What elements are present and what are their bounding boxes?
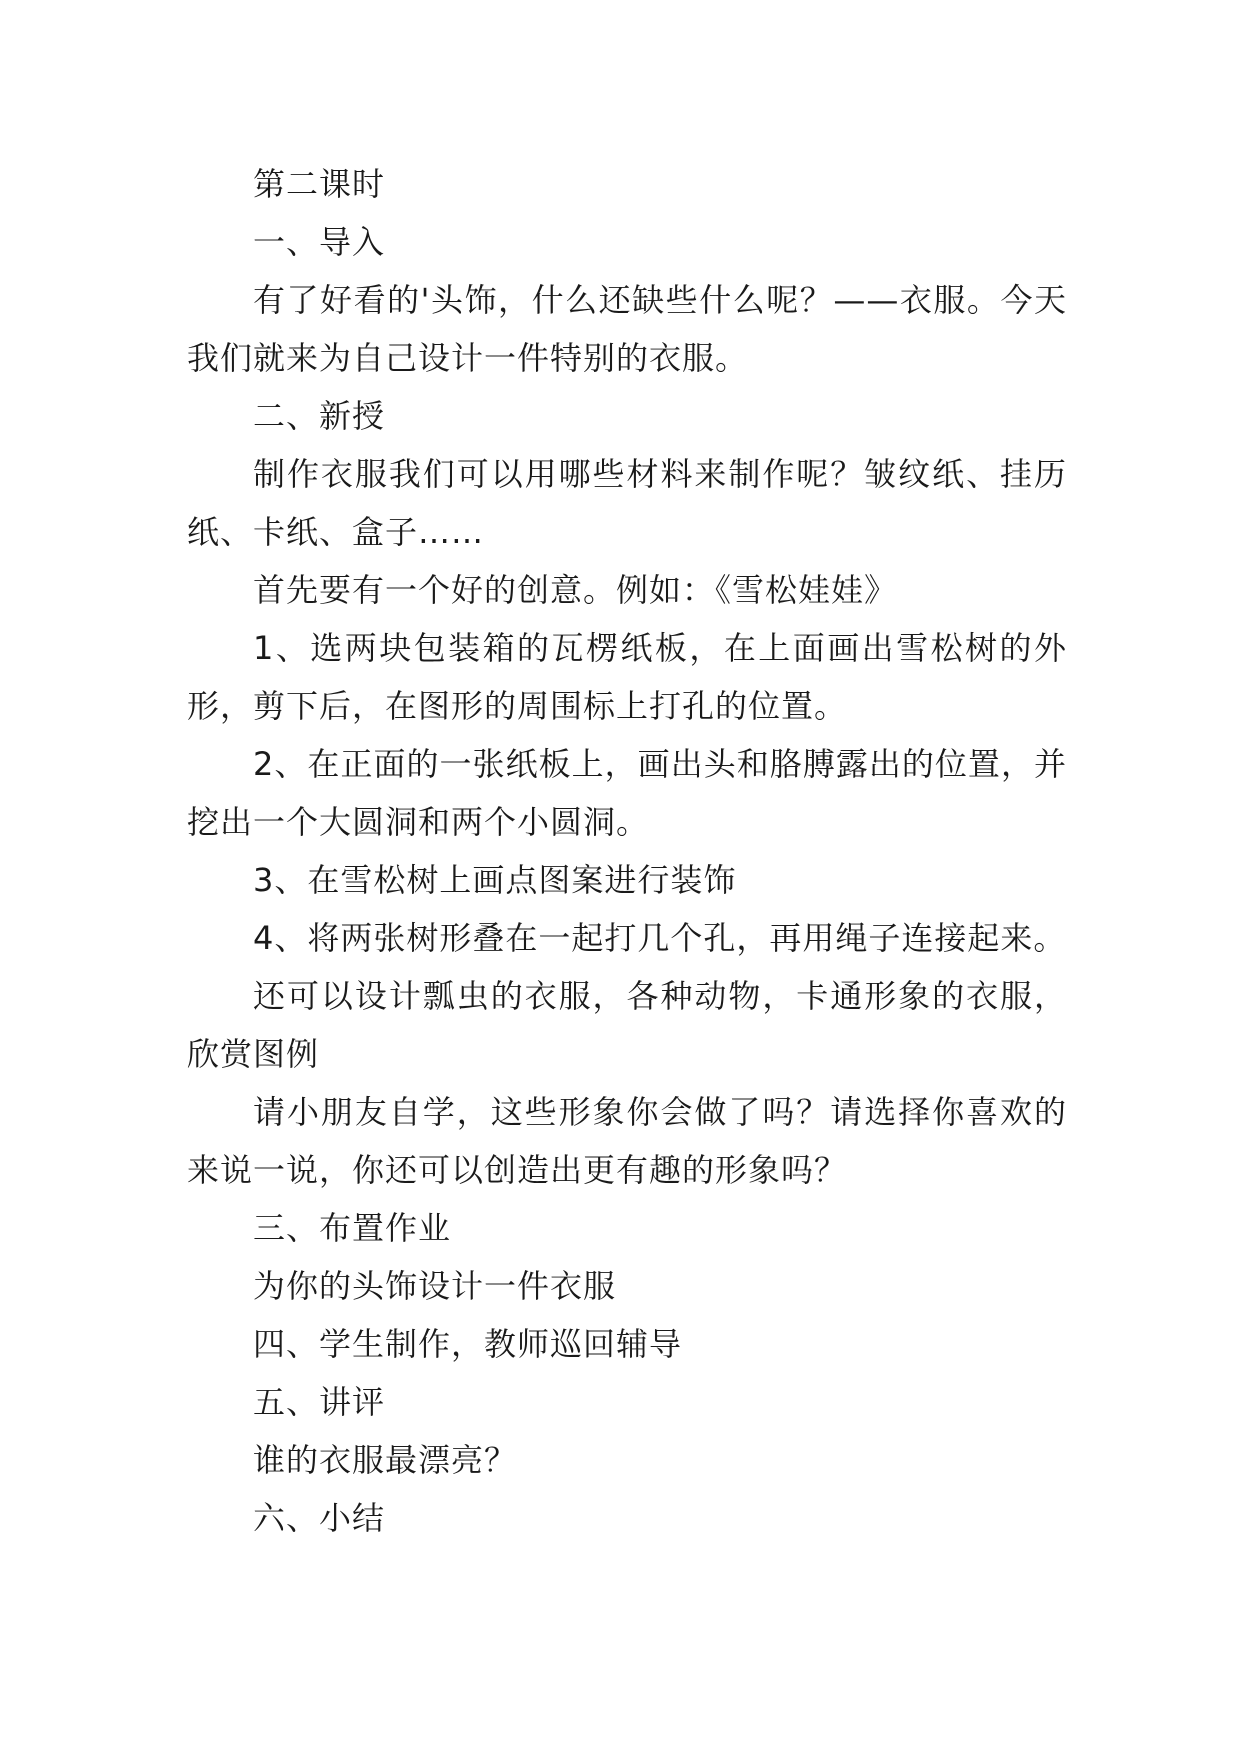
- list-item-step-2: 2、在正面的一张纸板上，画出头和胳膊露出的位置，并挖出一个大圆洞和两个小圆洞。: [187, 745, 1067, 841]
- heading-lesson: 第二课时: [253, 165, 386, 203]
- section-heading-review: 五、讲评: [253, 1383, 386, 1421]
- paragraph-idea-example: 首先要有一个好的创意。例如：《雪松娃娃》: [253, 571, 898, 609]
- paragraph-review-question: 谁的衣服最漂亮？: [253, 1441, 518, 1479]
- section-heading-new-lesson: 二、新授: [253, 397, 386, 435]
- paragraph-self-study: 请小朋友自学，这些形象你会做了吗？请选择你喜欢的来说一说，你还可以创造出更有趣的形象吗？: [187, 1093, 1067, 1189]
- section-heading-summary: 六、小结: [253, 1499, 386, 1537]
- list-item-step-4: 4、将两张树形叠在一起打几个孔，再用绳子连接起来。: [253, 919, 1067, 957]
- list-item-step-1: 1、选两块包装箱的瓦楞纸板，在上面画出雪松树的外形，剪下后，在图形的周围标上打孔的位置。: [187, 629, 1067, 725]
- section-heading-student-work: 四、学生制作，教师巡回辅导: [253, 1325, 683, 1363]
- section-heading-homework: 三、布置作业: [253, 1209, 452, 1247]
- paragraph-introduction: 有了好看的'头饰，什么还缺些什么呢？——衣服。今天我们就来为自己设计一件特别的衣服。: [187, 281, 1067, 377]
- list-item-step-3: 3、在雪松树上画点图案进行装饰: [253, 861, 737, 899]
- paragraph-homework: 为你的头饰设计一件衣服: [253, 1267, 617, 1305]
- section-heading-introduction: 一、导入: [253, 223, 386, 261]
- paragraph-materials: 制作衣服我们可以用哪些材料来制作呢？皱纹纸、挂历纸、卡纸、盒子……: [187, 455, 1067, 551]
- document-body: [187, 155, 1067, 1547]
- paragraph-more-designs: 还可以设计瓢虫的衣服，各种动物，卡通形象的衣服，欣赏图例: [187, 977, 1067, 1073]
